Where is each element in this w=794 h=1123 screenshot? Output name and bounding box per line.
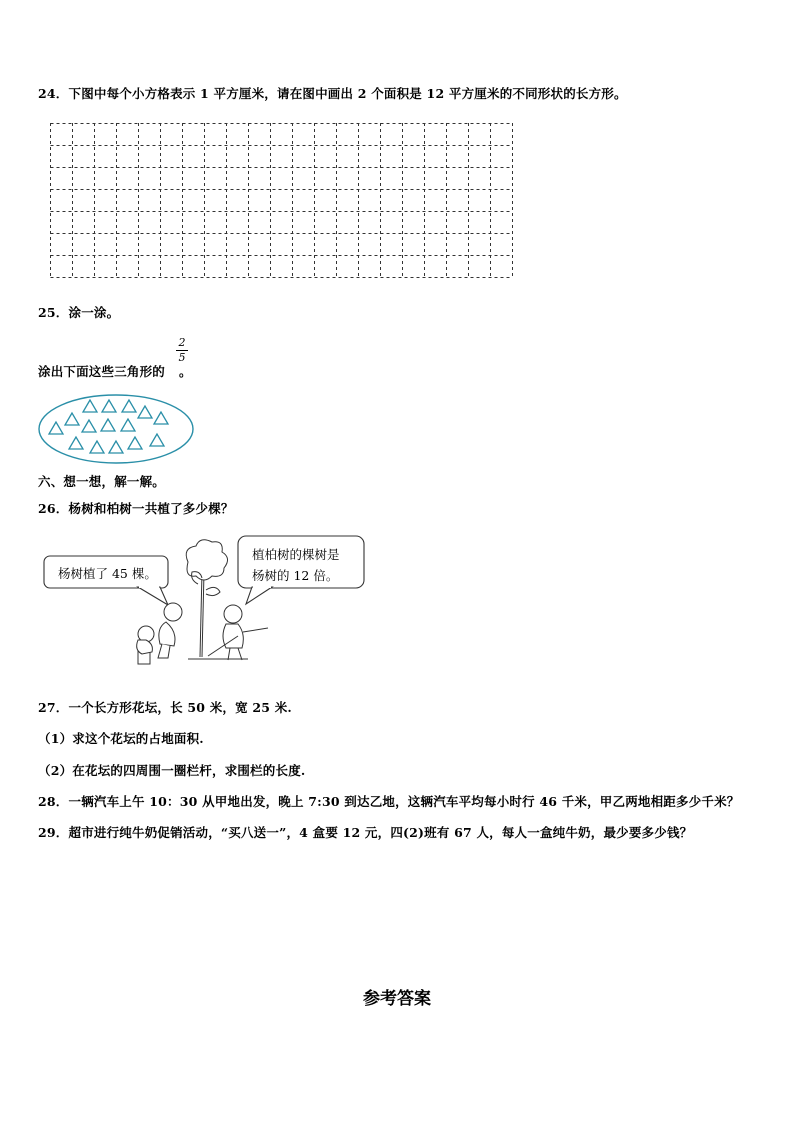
right-bubble-text-line2: 杨树的 12 倍。	[252, 568, 339, 583]
triangle-icon	[128, 437, 142, 449]
section-6-title: 六、想一想，解一解。	[38, 474, 166, 489]
tree-icon	[186, 540, 227, 657]
triangle-icon	[101, 419, 115, 431]
dashed-square-grid	[50, 123, 513, 279]
fraction-denominator: 5	[178, 351, 186, 364]
triangle-icon	[102, 400, 116, 412]
triangle-icon	[69, 437, 83, 449]
triangles-oval	[38, 393, 198, 465]
prompt-before: 涂出下面这些三角形的	[38, 364, 166, 379]
triangle-icon	[138, 406, 152, 418]
left-bubble-text: 杨树植了 45 棵。	[58, 566, 157, 581]
question-27-title: 27．一个长方形花坛，长 50 米，宽 25 米.	[38, 700, 292, 715]
question-26-title: 26．杨树和柏树一共植了多少棵？	[38, 501, 234, 516]
prompt-after: 。	[179, 364, 192, 379]
triangle-icon	[49, 422, 63, 434]
triangle-icon	[82, 420, 96, 432]
question-27-part1: （1）求这个花坛的占地面积.	[38, 731, 204, 746]
question-25-prompt	[38, 362, 192, 380]
triangle-icon	[154, 412, 168, 424]
triangle-icon	[122, 400, 136, 412]
fraction-numerator: 2	[178, 336, 186, 349]
child-right-icon	[208, 605, 268, 660]
triangle-icon	[65, 413, 79, 425]
triangle-icon	[90, 441, 104, 453]
triangle-icon	[150, 434, 164, 446]
child-left-icon	[137, 603, 182, 664]
triangle-icon	[121, 419, 135, 431]
fraction-two-fifths	[176, 337, 188, 364]
triangle-icon	[109, 441, 123, 453]
question-25-title: 25．涂一涂。	[38, 305, 120, 320]
answer-section-title: 参考答案	[363, 989, 431, 1009]
triangle-icon	[83, 400, 97, 412]
question-29: 29．超市进行纯牛奶促销活动，“买八送一”，4 盒要 12 元，四(2)班有 67 人，每人一盒纯牛奶，最少要多少钱？	[38, 825, 693, 840]
question-24: 24．下图中每个小方格表示 1 平方厘米，请在图中画出 2 个面积是 12 平方厘米的不同形状的长方形。	[38, 86, 627, 101]
right-bubble-text-line1: 植柏树的棵树是	[252, 547, 340, 562]
question-28: 28．一辆汽车上午 10：30 从甲地出发，晚上 7:30 到达乙地，这辆汽车平均每小时行 46 千米，甲乙两地相距多少千米？	[38, 794, 740, 809]
question-27-part2: （2）在花坛的四周围一圈栏杆，求围栏的长度.	[38, 763, 306, 778]
